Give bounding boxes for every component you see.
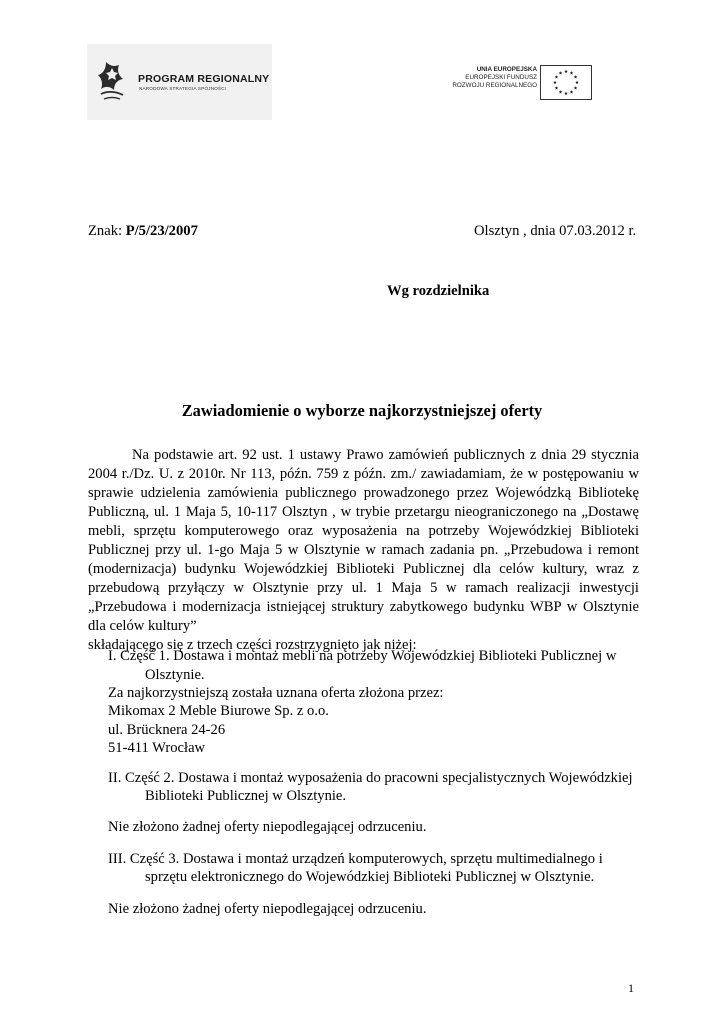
part1-winner-city: 51-411 Wrocław: [108, 740, 206, 756]
intro-line: Publiczną, ul. 1 Maja 5, 10-117 Olsztyn , w trybie przetargu nieograniczonego na „Dostawę: [88, 504, 639, 520]
eu-star-icon: [575, 81, 579, 84]
part2-heading-cont: Biblioteki Publicznej w Olsztynie.: [145, 788, 347, 804]
program-emblem-icon: [97, 58, 127, 104]
part1-winner-street: ul. Brücknera 24-26: [108, 722, 226, 738]
eu-logo-text: [452, 66, 537, 91]
page-number: 1: [628, 981, 634, 995]
part1-heading: I. Część 1. Dostawa i montaż mebli na potrzeby Wojewódzkiej Biblioteki Publicznej w: [108, 648, 617, 664]
intro-line: przebudową przyłączy w Olsztynie przy ul. 1 Maja 5 w ramach realizacji inwestycji: [88, 580, 639, 596]
intro-line: Na podstawie art. 92 ust. 1 ustawy Prawo zamówień publicznych z dnia 29 stycznia: [132, 447, 639, 463]
part3-heading-cont: sprzętu elektronicznego do Wojewódzkiej Biblioteki Publicznej w Olsztynie.: [145, 869, 595, 885]
eu-logo-line2: EUROPEJSKI FUNDUSZ: [465, 74, 537, 82]
eu-star-icon: [559, 71, 563, 74]
intro-line: 2004 r./Dz. U. z 2010r. Nr 113, późn. 759 z późn. zm./ zawiadamiam, że w postępowaniu w: [88, 466, 639, 482]
eu-star-icon: [574, 86, 578, 89]
eu-star-icon: [570, 90, 574, 93]
eu-flag-icon: [540, 65, 592, 100]
part3-heading: III. Część 3. Dostawa i montaż urządzeń komputerowych, sprzętu multimedialnego i: [108, 851, 603, 867]
part1-winner-intro: Za najkorzystniejszą została uznana oferta złożona przez:: [108, 685, 444, 701]
part1-winner-name: Mikomax 2 Meble Biurowe Sp. z o.o.: [108, 703, 329, 719]
eu-logo-line3: ROZWOJU REGIONALNEGO: [452, 82, 537, 90]
part2-heading: II. Część 2. Dostawa i montaż wyposażenia do pracowni specjalistycznych Wojewódzkiej: [108, 770, 633, 786]
eu-star-icon: [574, 75, 578, 78]
program-name: PROGRAM REGIONALNY: [138, 73, 270, 85]
intro-line: składającego się z trzech części rozstrzygnięto jak niżej:: [88, 637, 417, 653]
intro-line: dla celów kultury”: [88, 618, 197, 634]
eu-star-icon: [555, 75, 559, 78]
eu-star-icon: [564, 92, 568, 95]
intro-paragraph: [88, 446, 639, 655]
eu-star-icon: [553, 81, 557, 84]
eu-star-icon: [570, 71, 574, 74]
program-subtitle: NARODOWA STRATEGIA SPÓJNOŚCI: [139, 86, 227, 91]
eu-star-icon: [564, 70, 568, 73]
intro-line: Publicznej przy ul. 1-go Maja 5 w Olsztynie w ramach zadania pn. „Przebudowa i remont: [88, 542, 639, 558]
part3-result: Nie złożono żadnej oferty niepodlegającej odrzuceniu.: [108, 901, 427, 917]
intro-line: mebli, sprzętu komputerowego oraz wyposażenia na potrzeby Wojewódzkiej Biblioteki: [88, 523, 639, 539]
eu-stars-icon: [541, 66, 591, 99]
eu-star-icon: [555, 86, 559, 89]
intro-line: (modernizacja) budynku Wojewódzkiej Biblioteki Publicznej dla celów kultury, wraz z: [88, 561, 639, 577]
eu-logo-line1: UNIA EUROPEJSKA: [476, 66, 537, 73]
reference-number: P/5/23/2007: [125, 223, 198, 239]
document-title: Zawiadomienie o wyborze najkorzystniejszej oferty: [181, 401, 543, 420]
place-date: Olsztyn , dnia 07.03.2012 r.: [474, 223, 637, 239]
intro-line: „Przebudowa i modernizacja istniejącej struktury zabytkowego budynku WBP w Olsztynie: [88, 599, 639, 615]
intro-line: sprawie udzielenia zamówienia publicznego prowadzonego przez Wojewódzką Bibliotekę: [88, 485, 639, 501]
recipient: Wg rozdzielnika: [387, 283, 490, 299]
eu-logo: [438, 56, 598, 106]
reference-label: Znak:: [88, 223, 126, 239]
part1-heading-cont: Olsztynie.: [145, 667, 205, 683]
reference-line: [88, 223, 198, 240]
part2-result: Nie złożono żadnej oferty niepodlegającej odrzuceniu.: [108, 819, 427, 835]
eu-star-icon: [559, 90, 563, 93]
program-regionalny-logo: [87, 44, 272, 120]
